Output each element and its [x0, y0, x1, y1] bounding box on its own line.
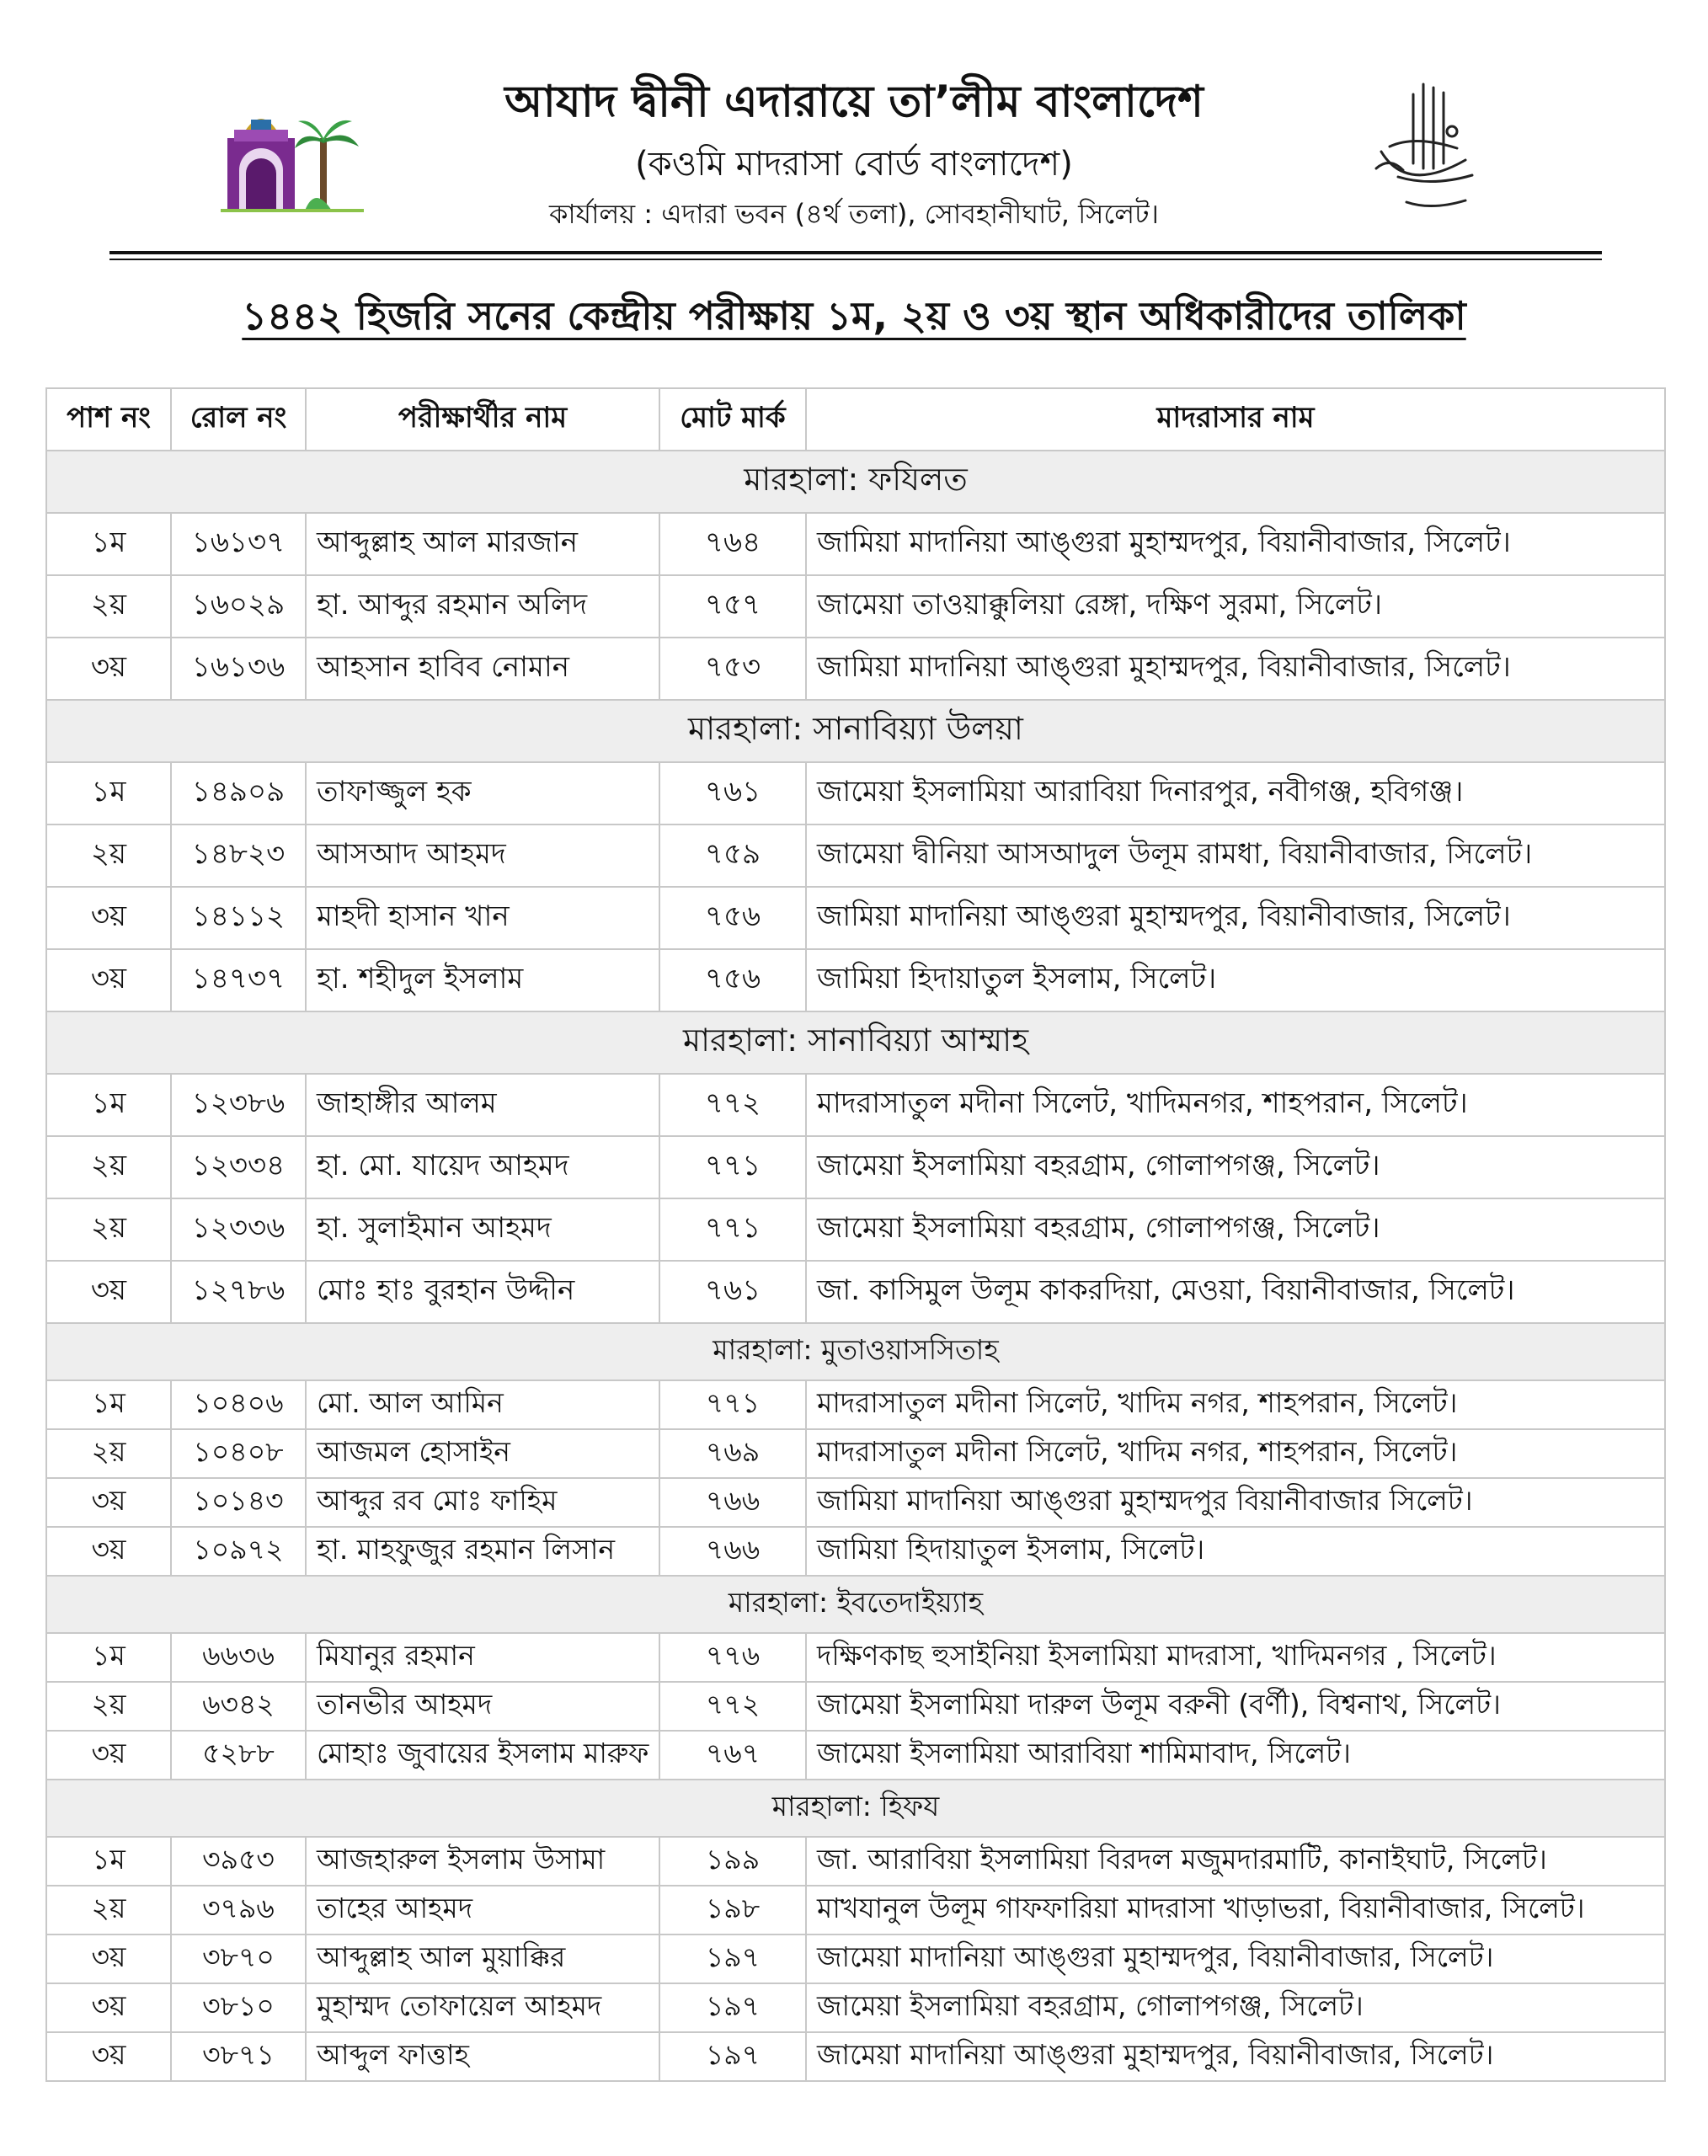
marks-cell: ৭৬৭: [659, 1731, 806, 1780]
roll-cell: ১০৪০৬: [171, 1380, 306, 1429]
madrasa-cell: জামেয়া ইসলামিয়া আরাবিয়া শামিমাবাদ, সিলেট।: [806, 1731, 1665, 1780]
name-cell: আহসান হাবিব নোমান: [306, 638, 659, 700]
madrasa-cell: মাদরাসাতুল মদীনা সিলেট, খাদিমনগর, শাহপরান, সিলেট।: [806, 1074, 1665, 1136]
marks-cell: ৭৬৪: [659, 513, 806, 575]
name-cell: মোহাঃ জুবায়ের ইসলাম মারুফ: [306, 1731, 659, 1780]
madrasa-cell: জামেয়া ইসলামিয়া বহরগ্রাম, গোলাপগঞ্জ, সিলেট।: [806, 1198, 1665, 1261]
results-table: [45, 387, 1666, 2082]
name-cell: হা. মো. যায়েদ আহমদ: [306, 1136, 659, 1198]
section-title: মারহালা: সানাবিয়্যা আম্মাহ: [46, 1011, 1665, 1074]
table-row: [46, 1527, 1665, 1576]
table-row: [46, 1478, 1665, 1527]
rank-cell: ৩য়: [46, 2032, 171, 2081]
section-row: [46, 700, 1665, 762]
table-row: [46, 1682, 1665, 1731]
roll-cell: ১২৩৩৪: [171, 1136, 306, 1198]
marks-cell: ৭৫৩: [659, 638, 806, 700]
rank-cell: ১ম: [46, 762, 171, 825]
table-row: [46, 1935, 1665, 1983]
marks-cell: ৭৬১: [659, 762, 806, 825]
rank-cell: ১ম: [46, 513, 171, 575]
marks-cell: ৭৬৯: [659, 1429, 806, 1478]
rank-cell: ১ম: [46, 1837, 171, 1886]
header-divider-thin: [109, 259, 1602, 260]
madrasa-cell: জামেয়া ইসলামিয়া বহরগ্রাম, গোলাপগঞ্জ, সিলেট।: [806, 1983, 1665, 2032]
name-cell: হা. আব্দুর রহমান অলিদ: [306, 575, 659, 638]
name-cell: মিযানুর রহমান: [306, 1633, 659, 1682]
marks-cell: ১৯৮: [659, 1886, 806, 1935]
column-header-examinee-name: পরীক্ষার্থীর নাম: [306, 388, 659, 451]
rank-cell: ২য়: [46, 575, 171, 638]
rank-cell: ৩য়: [46, 1478, 171, 1527]
rank-cell: ২য়: [46, 1198, 171, 1261]
madrasa-cell: জামিয়া মাদানিয়া আঙ্গুরা মুহাম্মদপুর, বিয়ানীবাজার, সিলেট।: [806, 513, 1665, 575]
column-header-total-marks: মোট মার্ক: [659, 388, 806, 451]
rank-cell: ২য়: [46, 1429, 171, 1478]
name-cell: আব্দুল্লাহ আল মারজান: [306, 513, 659, 575]
document-header: [0, 0, 1708, 339]
roll-cell: ৩৭৯৬: [171, 1886, 306, 1935]
table-row: [46, 1074, 1665, 1136]
roll-cell: ৩৮৭১: [171, 2032, 306, 2081]
marks-cell: ১৯৯: [659, 1837, 806, 1886]
name-cell: মো. আল আমিন: [306, 1380, 659, 1429]
roll-cell: ১০১৪৩: [171, 1478, 306, 1527]
name-cell: আসআদ আহমদ: [306, 825, 659, 887]
table-row: [46, 2032, 1665, 2081]
rank-cell: ৩য়: [46, 1731, 171, 1780]
roll-cell: ৩৮১০: [171, 1983, 306, 2032]
madrasa-cell: জামিয়া হিদায়াতুল ইসলাম, সিলেট।: [806, 949, 1665, 1011]
table-row: [46, 949, 1665, 1011]
name-cell: আব্দুল ফাত্তাহ: [306, 2032, 659, 2081]
madrasa-cell: জামিয়া হিদায়াতুল ইসলাম, সিলেট।: [806, 1527, 1665, 1576]
table-row: [46, 513, 1665, 575]
name-cell: জাহাঙ্গীর আলম: [306, 1074, 659, 1136]
name-cell: হা. মাহফুজুর রহমান লিসান: [306, 1527, 659, 1576]
madrasa-cell: মাখযানুল উলূম গাফফারিয়া মাদরাসা খাড়াভরা, বিয়ানীবাজার, সিলেট।: [806, 1886, 1665, 1935]
madrasa-cell: জামেয়া ইসলামিয়া দারুল উলূম বরুনী (বর্ণী), বিশ্বনাথ, সিলেট।: [806, 1682, 1665, 1731]
roll-cell: ১৬১৩৬: [171, 638, 306, 700]
table-row: [46, 762, 1665, 825]
table-row: [46, 1837, 1665, 1886]
roll-cell: ১৬০২৯: [171, 575, 306, 638]
name-cell: মোঃ হাঃ বুরহান উদ্দীন: [306, 1261, 659, 1323]
roll-cell: ১০৪০৮: [171, 1429, 306, 1478]
madrasa-cell: মাদরাসাতুল মদীনা সিলেট, খাদিম নগর, শাহপরান, সিলেট।: [806, 1380, 1665, 1429]
madrasa-cell: জামেয়া ইসলামিয়া বহরগ্রাম, গোলাপগঞ্জ, সিলেট।: [806, 1136, 1665, 1198]
marks-cell: ৭৬১: [659, 1261, 806, 1323]
name-cell: তাহের আহমদ: [306, 1886, 659, 1935]
roll-cell: ৩৯৫৩: [171, 1837, 306, 1886]
section-row: [46, 1576, 1665, 1633]
name-cell: তানভীর আহমদ: [306, 1682, 659, 1731]
rank-cell: ৩য়: [46, 887, 171, 949]
organization-subtitle: (কওমি মাদরাসা বোর্ড বাংলাদেশ): [635, 145, 1073, 184]
roll-cell: ৬৩৪২: [171, 1682, 306, 1731]
table-row: [46, 638, 1665, 700]
roll-cell: ১৪১১২: [171, 887, 306, 949]
marks-cell: ৭৬৬: [659, 1527, 806, 1576]
madrasa-cell: জামিয়া মাদানিয়া আঙ্গুরা মুহাম্মদপুর বিয়ানীবাজার সিলেট।: [806, 1478, 1665, 1527]
section-title: মারহালা: সানাবিয়্যা উলয়া: [46, 700, 1665, 762]
madrasa-cell: জামেয়া ইসলামিয়া আরাবিয়া দিনারপুর, নবীগঞ্জ, হবিগঞ্জ।: [806, 762, 1665, 825]
marks-cell: ১৯৭: [659, 1983, 806, 2032]
table-header-row: [46, 388, 1665, 451]
table-row: [46, 1380, 1665, 1429]
table-row: [46, 1886, 1665, 1935]
name-cell: মাহদী হাসান খান: [306, 887, 659, 949]
organization-name: আযাদ দ্বীনী এদারায়ে তা’লীম বাংলাদেশ: [504, 77, 1204, 127]
section-row: [46, 1011, 1665, 1074]
marks-cell: ১৯৭: [659, 1935, 806, 1983]
table-row: [46, 1261, 1665, 1323]
table-row: [46, 887, 1665, 949]
table-row: [46, 575, 1665, 638]
rank-cell: ১ম: [46, 1633, 171, 1682]
table-row: [46, 1198, 1665, 1261]
madrasa-cell: জামেয়া দ্বীনিয়া আসআদুল উলূম রামধা, বিয়ানীবাজার, সিলেট।: [806, 825, 1665, 887]
roll-cell: ১৪৮২৩: [171, 825, 306, 887]
rank-cell: ২য়: [46, 1682, 171, 1731]
marks-cell: ৭৭১: [659, 1198, 806, 1261]
table-row: [46, 825, 1665, 887]
marks-cell: ৭৭১: [659, 1380, 806, 1429]
list-title-text: ১৪৪২ হিজরি সনের কেন্দ্রীয় পরীক্ষায় ১ম, ২য় ও ৩য় স্থান অধিকারীদের তালিকা: [242, 293, 1466, 339]
rank-cell: ৩য়: [46, 1935, 171, 1983]
madrasa-cell: জামেয়া তাওয়াক্কুলিয়া রেঙ্গা, দক্ষিণ সুরমা, সিলেট।: [806, 575, 1665, 638]
roll-cell: ১২৩৩৬: [171, 1198, 306, 1261]
name-cell: আজহারুল ইসলাম উসামা: [306, 1837, 659, 1886]
rank-cell: ৩য়: [46, 638, 171, 700]
rank-cell: ২য়: [46, 825, 171, 887]
section-title: মারহালা: ফযিলত: [46, 451, 1665, 513]
section-title: মারহালা: ইবতেদাইয়্যাহ: [46, 1576, 1665, 1633]
rank-cell: ২য়: [46, 1886, 171, 1935]
rank-cell: ৩য়: [46, 1261, 171, 1323]
office-address: কার্যালয় : এদারা ভবন (৪র্থ তলা), সোবহানীঘাট, সিলেট।: [549, 198, 1159, 230]
results-body: [46, 451, 1665, 2081]
marks-cell: ৭৭২: [659, 1682, 806, 1731]
roll-cell: ৬৬৩৬: [171, 1633, 306, 1682]
madrasa-cell: মাদরাসাতুল মদীনা সিলেট, খাদিম নগর, শাহপরান, সিলেট।: [806, 1429, 1665, 1478]
roll-cell: ৩৮৭০: [171, 1935, 306, 1983]
roll-cell: ১২৩৮৬: [171, 1074, 306, 1136]
list-title: [84, 286, 1624, 345]
roll-cell: ১৬১৩৭: [171, 513, 306, 575]
rank-cell: ৩য়: [46, 1983, 171, 2032]
table-row: [46, 1136, 1665, 1198]
madrasa-cell: জা. আরাবিয়া ইসলামিয়া বিরদল মজুমদারমাটি, কানাইঘাট, সিলেট।: [806, 1837, 1665, 1886]
roll-cell: ১৪৯০৯: [171, 762, 306, 825]
rank-cell: ১ম: [46, 1074, 171, 1136]
section-row: [46, 451, 1665, 513]
section-title: মারহালা: মুতাওয়াসসিতাহ: [46, 1323, 1665, 1380]
header-divider: [109, 251, 1602, 254]
marks-cell: ৭৭২: [659, 1074, 806, 1136]
name-cell: হা. সুলাইমান আহমদ: [306, 1198, 659, 1261]
madrasa-cell: জামিয়া মাদানিয়া আঙ্গুরা মুহাম্মদপুর, বিয়ানীবাজার, সিলেট।: [806, 638, 1665, 700]
marks-cell: ১৯৭: [659, 2032, 806, 2081]
rank-cell: ৩য়: [46, 949, 171, 1011]
table-row: [46, 1633, 1665, 1682]
name-cell: আজমল হোসাইন: [306, 1429, 659, 1478]
madrasa-cell: জামেয়া মাদানিয়া আঙ্গুরা মুহাম্মদপুর, বিয়ানীবাজার, সিলেট।: [806, 1935, 1665, 1983]
roll-cell: ১০৯৭২: [171, 1527, 306, 1576]
marks-cell: ৭৫৬: [659, 887, 806, 949]
marks-cell: ৭৫৬: [659, 949, 806, 1011]
roll-cell: ১৪৭৩৭: [171, 949, 306, 1011]
column-header-roll-no: রোল নং: [171, 388, 306, 451]
section-row: [46, 1323, 1665, 1380]
marks-cell: ৭৭৬: [659, 1633, 806, 1682]
name-cell: মুহাম্মদ তোফায়েল আহমদ: [306, 1983, 659, 2032]
rank-cell: ২য়: [46, 1136, 171, 1198]
name-cell: তাফাজ্জুল হক: [306, 762, 659, 825]
name-cell: আব্দুল্লাহ আল মুয়াক্কির: [306, 1935, 659, 1983]
table-row: [46, 1429, 1665, 1478]
roll-cell: ১২৭৮৬: [171, 1261, 306, 1323]
madrasa-cell: দক্ষিণকাছ হুসাইনিয়া ইসলামিয়া মাদরাসা, খাদিমনগর , সিলেট।: [806, 1633, 1665, 1682]
madrasa-cell: জামেয়া মাদানিয়া আঙ্গুরা মুহাম্মদপুর, বিয়ানীবাজার, সিলেট।: [806, 2032, 1665, 2081]
roll-cell: ৫২৮৮: [171, 1731, 306, 1780]
name-cell: হা. শহীদুল ইসলাম: [306, 949, 659, 1011]
rank-cell: ১ম: [46, 1380, 171, 1429]
section-title: মারহালা: হিফয: [46, 1780, 1665, 1837]
marks-cell: ৭৫৯: [659, 825, 806, 887]
rank-cell: ৩য়: [46, 1527, 171, 1576]
madrasa-cell: জামিয়া মাদানিয়া আঙ্গুরা মুহাম্মদপুর, বিয়ানীবাজার, সিলেট।: [806, 887, 1665, 949]
column-header-pass-no: পাশ নং: [46, 388, 171, 451]
column-header-madrasa-name: মাদরাসার নাম: [806, 388, 1665, 451]
name-cell: আব্দুর রব মোঃ ফাহিম: [306, 1478, 659, 1527]
madrasa-cell: জা. কাসিমুল উলূম কাকরদিয়া, মেওয়া, বিয়ানীবাজার, সিলেট।: [806, 1261, 1665, 1323]
table-row: [46, 1983, 1665, 2032]
marks-cell: ৭৬৬: [659, 1478, 806, 1527]
section-row: [46, 1780, 1665, 1837]
marks-cell: ৭৫৭: [659, 575, 806, 638]
table-row: [46, 1731, 1665, 1780]
marks-cell: ৭৭১: [659, 1136, 806, 1198]
